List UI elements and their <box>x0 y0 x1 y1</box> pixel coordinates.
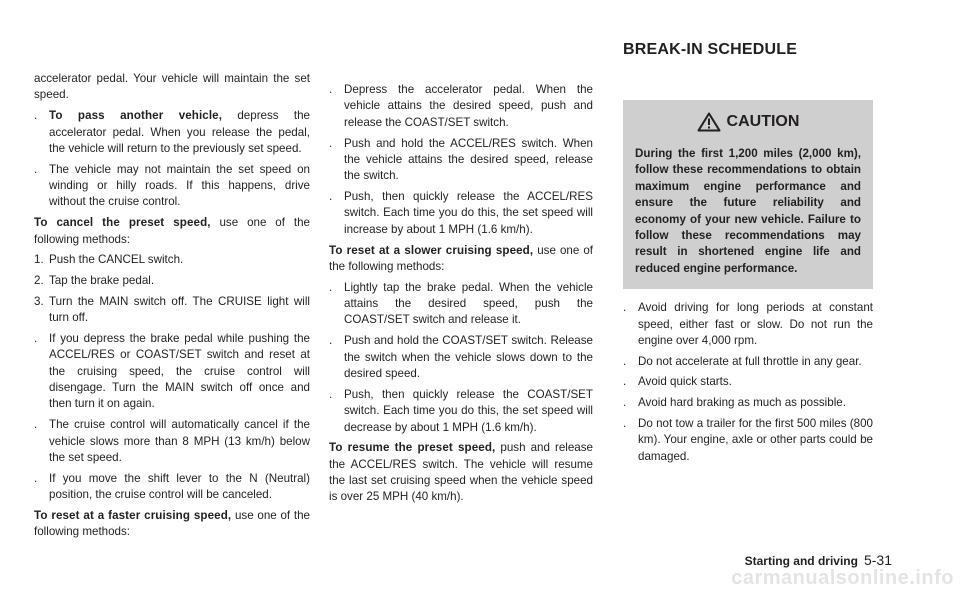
list-item <box>329 387 593 436</box>
bullet-mark: . <box>329 280 333 294</box>
slower-bullet: Lightly tap the brake pedal. When the vehicle attains the desired speed, push the COAST/SET switch and release it. <box>344 280 593 327</box>
bullet-mark: . <box>623 416 627 430</box>
bullet-mark: . <box>34 109 38 123</box>
bullet-mark: . <box>329 83 333 96</box>
list-item <box>34 108 310 157</box>
faster-text: use one of the following methods: <box>34 508 310 539</box>
cancel-bullet: If you move the shift lever to the N (Neutral) position, the cruise control will be canceled. <box>49 471 310 502</box>
faster-heading: To reset at a faster cruising speed, <box>34 508 232 522</box>
slower-bullet: Push and hold the COAST/SET switch. Release the switch when the vehicle slows down to the desired speed. <box>344 334 593 380</box>
breakin-bullet: Do not accelerate at full throttle in any gear. <box>638 354 862 368</box>
faster-bullet: Push, then quickly release the ACCEL/RES switch. Each time you do this, the set speed will increase by about 1 MPH (1.6 km/h). <box>344 190 593 236</box>
list-item <box>329 333 593 382</box>
list-item <box>34 273 310 289</box>
list-item <box>623 354 873 370</box>
intro-paragraph: accelerator pedal. Your vehicle will maintain the set speed. <box>34 72 310 102</box>
slower-text: use one of the following methods: <box>329 243 593 273</box>
faster-bullet: Depress the accelerator pedal. When the vehicle attains the desired speed, push and release the COAST/SET switch. <box>344 83 593 129</box>
list-item <box>623 374 873 390</box>
slower-heading: To reset at a slower cruising speed, <box>329 243 534 257</box>
caution-title: CAUTION <box>726 112 800 130</box>
column-1 <box>34 71 310 545</box>
list-item <box>34 417 310 466</box>
watermark: carmanualsonline.info <box>731 567 954 589</box>
caution-title-row <box>635 104 861 140</box>
list-item <box>623 300 873 349</box>
bullet-mark: . <box>329 136 333 150</box>
list-item <box>34 294 310 327</box>
list-item <box>34 162 310 211</box>
cancel-bullet: If you depress the brake pedal while pushing the ACCEL/RES or COAST/SET switch and reset at the cruising speed, the cruise control will disengage. Turn the MAIN switch off once and then turn it on again. <box>49 331 310 411</box>
bullet-mark: . <box>623 301 627 315</box>
breakin-bullet: Avoid hard braking as much as possible. <box>638 396 846 410</box>
caution-text: During the first 1,200 miles (2,000 km), follow these recommendations to obtain maximum engine performance and ensure the future reliability and economy of your new vehicle. Failure to follow these recommendations may result in shortened engine life and reduced engine performance. <box>635 147 861 275</box>
cancel-step: Turn the MAIN switch off. The CRUISE light will turn off. <box>49 294 310 325</box>
list-item <box>34 252 310 268</box>
warning-triangle-icon <box>697 112 721 132</box>
list-item <box>34 331 310 413</box>
faster-paragraph <box>34 508 310 541</box>
cancel-paragraph <box>34 215 310 248</box>
bullet-mark: . <box>34 471 38 485</box>
bullet-mark: . <box>623 354 627 368</box>
bullet-mark: . <box>34 162 38 176</box>
cancel-text: use one of the following methods: <box>34 216 310 246</box>
caution-box <box>623 100 873 289</box>
column-3 <box>623 100 873 469</box>
pass-vehicle-label: To pass another vehicle, <box>49 109 223 123</box>
list-item <box>329 189 593 238</box>
bullet-mark: . <box>329 190 333 204</box>
bullet-mark: . <box>623 375 627 389</box>
faster-bullet: Push and hold the ACCEL/RES switch. When the vehicle attains the desired speed, release the switch. <box>344 136 593 183</box>
section-heading: BREAK-IN SCHEDULE <box>623 41 798 58</box>
breakin-bullet: Do not tow a trailer for the first 500 miles (800 km). Your engine, axle or other parts could be damaged. <box>638 416 873 463</box>
step-number: 1. <box>34 253 44 267</box>
bullet-mark: . <box>34 331 38 345</box>
list-item <box>329 280 593 329</box>
bullet-mark: . <box>329 334 333 348</box>
cancel-step: Push the CANCEL switch. <box>49 253 184 267</box>
list-item <box>34 471 310 504</box>
list-item <box>329 136 593 185</box>
bullet-mark: . <box>34 418 38 432</box>
resume-paragraph <box>329 440 593 506</box>
pass-vehicle-text: depress the accelerator pedal. When you release the pedal, the vehicle will return to the previously set speed. <box>49 109 311 155</box>
cancel-bullet: The cruise control will automatically cancel if the vehicle slows more than 8 MPH (13 km/h) below the set speed. <box>49 418 310 464</box>
step-number: 3. <box>34 294 44 308</box>
page-number: 5-31 <box>863 552 892 568</box>
list-item <box>329 82 593 131</box>
bullet-mark: . <box>623 396 627 410</box>
cancel-step: Tap the brake pedal. <box>49 273 155 287</box>
breakin-bullet: Avoid quick starts. <box>638 375 732 389</box>
step-number: 2. <box>34 273 44 287</box>
resume-heading: To resume the preset speed, <box>329 441 496 455</box>
cancel-heading: To cancel the preset speed, <box>34 216 211 230</box>
bullet-mark: . <box>329 387 333 401</box>
slower-paragraph <box>329 243 593 276</box>
page-footer <box>745 552 892 568</box>
column-2 <box>329 82 593 510</box>
slower-bullet: Push, then quickly release the COAST/SET switch. Each time you do this, the set speed will decrease by about 1 MPH (1.6 km/h). <box>344 387 593 434</box>
breakin-bullet: Avoid driving for long periods at constant speed, either fast or slow. Do not run the engine over 4,000 rpm. <box>638 301 873 348</box>
footer-section: Starting and driving <box>744 554 858 568</box>
list-item <box>623 416 873 465</box>
hilly-roads-text: The vehicle may not maintain the set speed on winding or hilly roads. If this happens, drive without the cruise control. <box>49 162 310 209</box>
list-item <box>623 395 873 411</box>
resume-text: push and release the ACCEL/RES switch. The vehicle will resume the last set cruising speed when the vehicle speed is over 25 MPH (40 km/h). <box>329 441 593 504</box>
